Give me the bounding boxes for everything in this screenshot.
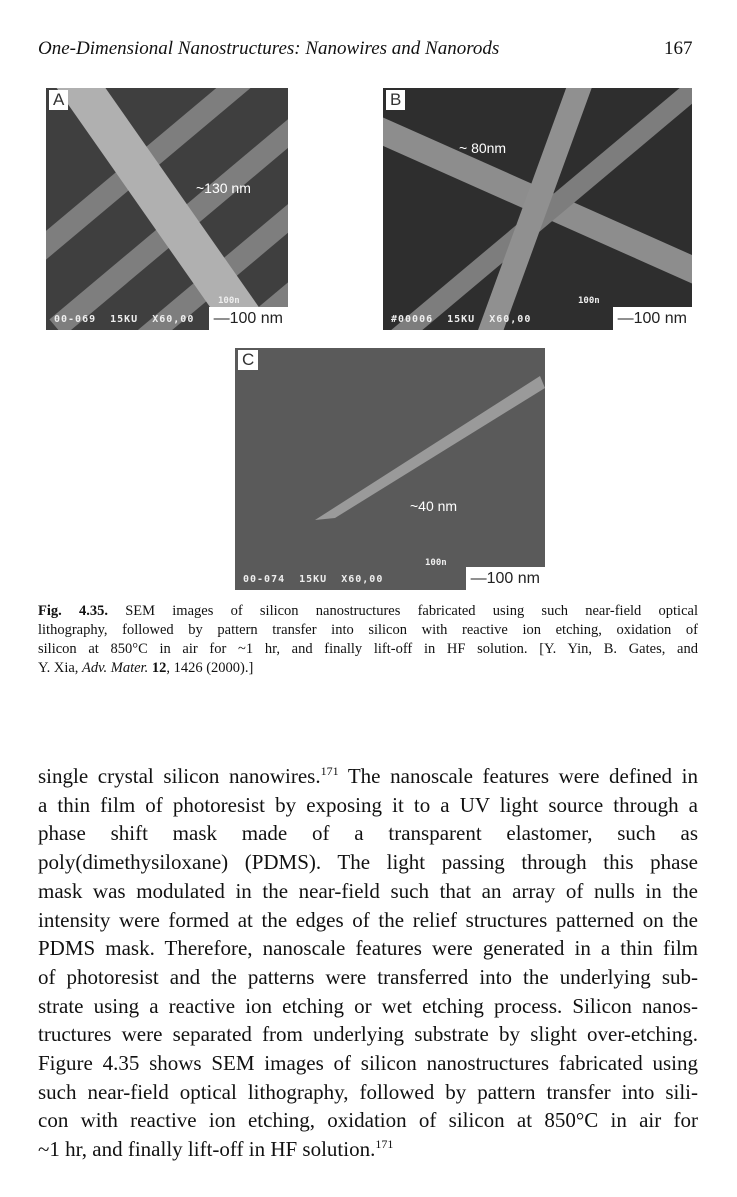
sem-image-c [235,348,545,590]
figure-caption: Fig. 4.35. SEM images of silicon nanostructures fabricated using such near-field optical lithography, followed by pattern transfer into silicon with reactive ion etching, oxidation of silicon at 850°C in air for ~1 hr, and finally lift-off in HF solution. [Y. Yin, B. Gates, and Y. Xia, Adv. Mater. 12, 1426 (2000).] [38,603,698,676]
figure-label: Fig. 4.35. [38,603,108,619]
journal-name: Adv. Mater. [82,660,149,676]
sem-image-a [46,88,288,330]
measurement-label: ~130 nm [196,180,251,196]
sem-image-b [383,88,692,330]
scale-small: 100n [425,558,447,568]
panel-label: A [49,90,68,110]
reference: 171 [375,1137,394,1152]
scale-small: 100n [578,296,600,306]
sem-info: 00-069 15KU X60,00 [54,314,195,325]
sem-info: #00006 15KU X60,00 [391,314,532,325]
scale-bar: —100 nm [466,567,545,590]
sem-info: 00-074 15KU X60,00 [243,574,384,585]
measurement-label: ~ 80nm [459,140,507,156]
page-number: 167 [664,38,693,59]
reference: 171 [320,764,339,778]
body-text: single crystal silicon nanowires.$^{171}$ The nanoscale features were defined in a thin film of photoresist by exposing it to a UV light source through a phase shift mask made of a transparent elastomer, such as poly(dimethysiloxane) (PDMS). The light passing through this phase mask was modulated in the near-field such that an array of nulls in the intensity were formed at the edges of the relief structures patterned on the PDMS mask. Therefore, nanoscale features were generated in a thin film of photoresist and the patterns were transferred into the underlying sub- strate using a reactive ion etching or wet etching process. Silicon nanos- tructures were separated from underlying substrate by slight over-etching. Figure 4.35 shows SEM images of silicon nanostructures fabricated using such near-field optical lithography, followed by pattern transfer into sili- con with reactive ion etching, oxidation of silicon at 850°C in air for ~1 hr, and finally lift-off in HF solution.$^{171}$ [38,764,698,1162]
scale-bar: —100 nm [613,307,692,330]
nanowire-graphic [46,88,288,330]
nanowire-graphic [383,88,692,330]
running-header: One-Dimensional Nanostructures: Nanowires and Nanorods [38,38,500,59]
panel-label: C [238,350,258,370]
scale-bar: —100 nm [209,307,288,330]
measurement-label: ~40 nm [410,498,458,514]
panel-label: B [386,90,405,110]
nanowire-graphic [235,348,545,590]
scale-small: 100n [218,296,240,306]
